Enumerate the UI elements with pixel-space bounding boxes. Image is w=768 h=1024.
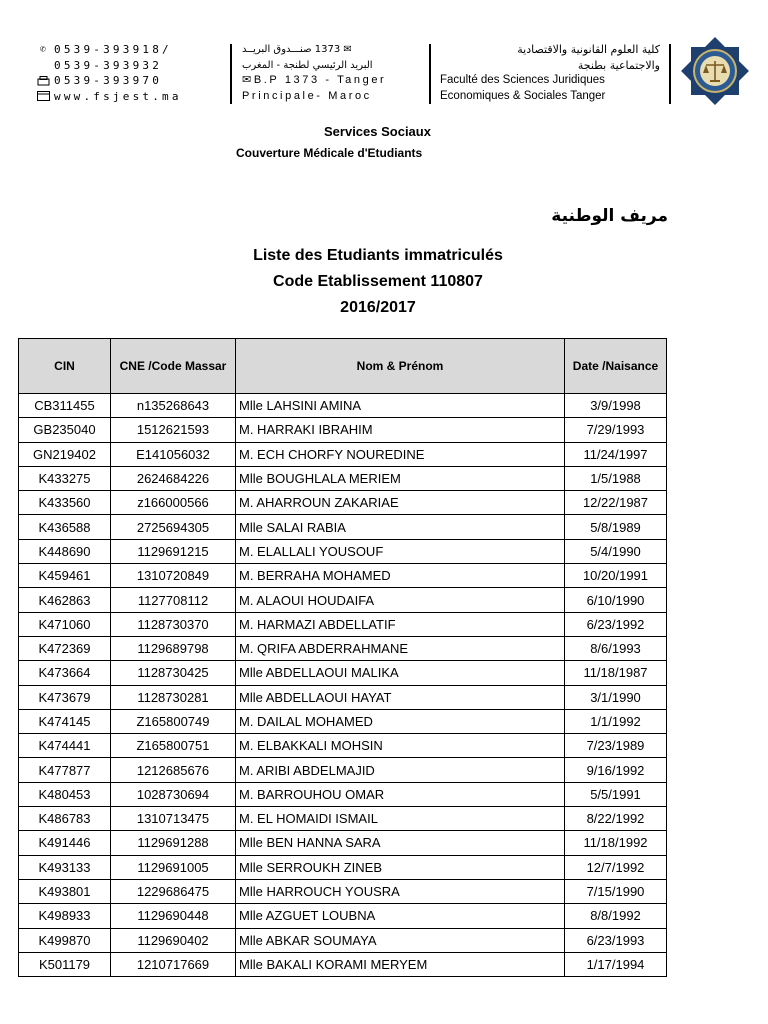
contact-phone-row-2 xyxy=(36,58,226,74)
cell-cin: K459461 xyxy=(19,564,111,588)
letterhead xyxy=(36,40,746,106)
cell-name: Mlle HARROUCH YOUSRA xyxy=(236,879,565,903)
cell-name: M. ELBAKKALI MOHSIN xyxy=(236,734,565,758)
cell-cin: K499870 xyxy=(19,928,111,952)
faculty-name-ar-2: والاجتماعية بطنجة xyxy=(577,58,660,72)
postal-main-ar: البريد الرئيسي لطنجة - المغرب xyxy=(242,59,373,71)
cell-cin: K477877 xyxy=(19,758,111,782)
contact-phone-row xyxy=(36,42,226,58)
cell-birthdate: 8/6/1993 xyxy=(565,636,667,660)
cell-cin: K493133 xyxy=(19,855,111,879)
cell-birthdate: 5/8/1989 xyxy=(565,515,667,539)
cell-cne: 1128730281 xyxy=(111,685,236,709)
services-title: Services Sociaux xyxy=(324,124,431,139)
phone-icon: ✆ xyxy=(39,43,47,55)
cell-birthdate: 6/10/1990 xyxy=(565,588,667,612)
cell-name: M. ALAOUI HOUDAIFA xyxy=(236,588,565,612)
faculty-name-ar-1: كلية العلوم القانونية والاقتصادية xyxy=(517,43,660,56)
cell-birthdate: 10/20/1991 xyxy=(565,564,667,588)
table-row xyxy=(19,636,667,660)
cell-cne: Z165800749 xyxy=(111,709,236,733)
cell-cne: 1310720849 xyxy=(111,564,236,588)
table-row xyxy=(19,758,667,782)
table-row xyxy=(19,831,667,855)
header-divider-1 xyxy=(230,44,232,104)
table-row xyxy=(19,807,667,831)
cell-cne: 1129689798 xyxy=(111,636,236,660)
academic-year: 2016/2017 xyxy=(340,299,416,316)
postal-box-ar: ✉ 1373 صنـــدوق البريــد xyxy=(242,44,352,55)
cell-cne: 1129690448 xyxy=(111,904,236,928)
contact-fax-row xyxy=(36,73,226,89)
cell-cne: 1310713475 xyxy=(111,807,236,831)
cell-cin: K462863 xyxy=(19,588,111,612)
cell-name: M. BARROUHOU OMAR xyxy=(236,782,565,806)
cell-cin: K433275 xyxy=(19,466,111,490)
cell-birthdate: 1/17/1994 xyxy=(565,952,667,976)
cell-birthdate: 12/22/1987 xyxy=(565,491,667,515)
cell-cin: K498933 xyxy=(19,904,111,928)
cell-cne: 2725694305 xyxy=(111,515,236,539)
header-birthdate: Date /Naisance xyxy=(565,339,667,394)
coverage-title: Couverture Médicale d'Etudiants xyxy=(236,146,423,160)
cell-name: Mlle SERROUKH ZINEB xyxy=(236,855,565,879)
table-row xyxy=(19,928,667,952)
cell-name: M. ELALLALI YOUSOUF xyxy=(236,539,565,563)
cell-cin: K480453 xyxy=(19,782,111,806)
cell-cin: K486783 xyxy=(19,807,111,831)
header-divider-2 xyxy=(429,44,431,104)
cell-name: M. HARMAZI ABDELLATIF xyxy=(236,612,565,636)
faculty-name-fr-2: Economiques & Sociales Tanger xyxy=(440,89,606,102)
cell-name: M. ARIBI ABDELMAJID xyxy=(236,758,565,782)
cell-birthdate: 11/24/1997 xyxy=(565,442,667,466)
cell-cin: K473679 xyxy=(19,685,111,709)
cell-cin: K433560 xyxy=(19,491,111,515)
students-table xyxy=(18,338,667,977)
cell-name: Mlle BEN HANNA SARA xyxy=(236,831,565,855)
cell-birthdate: 3/1/1990 xyxy=(565,685,667,709)
table-row xyxy=(19,734,667,758)
cell-name: M. QRIFA ABDERRAHMANE xyxy=(236,636,565,660)
contact-website: www.fsjest.ma xyxy=(54,89,182,103)
cell-cin: K474441 xyxy=(19,734,111,758)
table-row xyxy=(19,879,667,903)
cell-name: M. BERRAHA MOHAMED xyxy=(236,564,565,588)
cell-cne: 1128730425 xyxy=(111,661,236,685)
table-row xyxy=(19,442,667,466)
cell-birthdate: 9/16/1992 xyxy=(565,758,667,782)
cell-name: Mlle ABDELLAOUI HAYAT xyxy=(236,685,565,709)
cell-cin: K448690 xyxy=(19,539,111,563)
contact-web-row xyxy=(36,89,226,105)
cell-cne: E141056032 xyxy=(111,442,236,466)
cell-birthdate: 8/8/1992 xyxy=(565,904,667,928)
web-icon xyxy=(36,91,50,101)
cell-birthdate: 7/29/1993 xyxy=(565,418,667,442)
cell-birthdate: 11/18/1987 xyxy=(565,661,667,685)
cell-cne: 1127708112 xyxy=(111,588,236,612)
cell-cne: n135268643 xyxy=(111,394,236,418)
cell-cin: GB235040 xyxy=(19,418,111,442)
cell-cne: 1210717669 xyxy=(111,952,236,976)
table-row xyxy=(19,709,667,733)
table-row xyxy=(19,952,667,976)
faculty-emblem-icon xyxy=(680,36,750,106)
cell-birthdate: 7/23/1989 xyxy=(565,734,667,758)
contact-fax: 0539-393970 xyxy=(54,74,163,87)
table-row xyxy=(19,855,667,879)
table-row xyxy=(19,466,667,490)
table-row xyxy=(19,685,667,709)
postal-box-fr: ✉B.P 1373 - Tanger xyxy=(242,74,387,86)
cell-cin: K493801 xyxy=(19,879,111,903)
cell-cne: z166000566 xyxy=(111,491,236,515)
header-cin: CIN xyxy=(19,339,111,394)
cell-cin: K501179 xyxy=(19,952,111,976)
cell-name: Mlle SALAI RABIA xyxy=(236,515,565,539)
cell-cne: 1129691005 xyxy=(111,855,236,879)
cell-birthdate: 1/1/1992 xyxy=(565,709,667,733)
establishment-code: Code Etablissement 110807 xyxy=(273,273,483,290)
table-header-row xyxy=(19,339,667,394)
table-row xyxy=(19,491,667,515)
cell-name: M. EL HOMAIDI ISMAIL xyxy=(236,807,565,831)
table-row xyxy=(19,515,667,539)
cell-name: Mlle BAKALI KORAMI MERYEM xyxy=(236,952,565,976)
cell-name: Mlle AZGUET LOUBNA xyxy=(236,904,565,928)
cell-cin: K474145 xyxy=(19,709,111,733)
cell-birthdate: 3/9/1998 xyxy=(565,394,667,418)
cell-cne: Z165800751 xyxy=(111,734,236,758)
contact-phone-1: 0539-393918/ xyxy=(54,43,172,56)
cell-birthdate: 11/18/1992 xyxy=(565,831,667,855)
cell-cne: 1212685676 xyxy=(111,758,236,782)
cell-cin: GN219402 xyxy=(19,442,111,466)
cell-name: M. HARRAKI IBRAHIM xyxy=(236,418,565,442)
cell-cin: K472369 xyxy=(19,636,111,660)
cell-cne: 1129690402 xyxy=(111,928,236,952)
table-row xyxy=(19,564,667,588)
postal-main-fr: Principale- Maroc xyxy=(242,89,372,102)
table-row xyxy=(19,539,667,563)
cell-cne: 2624684226 xyxy=(111,466,236,490)
cell-cne: 1512621593 xyxy=(111,418,236,442)
cell-name: M. DAILAL MOHAMED xyxy=(236,709,565,733)
cell-cne: 1129691288 xyxy=(111,831,236,855)
cell-cin: K436588 xyxy=(19,515,111,539)
cell-name: M. AHARROUN ZAKARIAE xyxy=(236,491,565,515)
cell-birthdate: 6/23/1992 xyxy=(565,612,667,636)
cell-cne: 1229686475 xyxy=(111,879,236,903)
mail-icon: ✉ xyxy=(340,44,352,55)
cell-birthdate: 5/5/1991 xyxy=(565,782,667,806)
cell-name: Mlle ABDELLAOUI MALIKA xyxy=(236,661,565,685)
cell-birthdate: 12/7/1992 xyxy=(565,855,667,879)
cell-name: Mlle LAHSINI AMINA xyxy=(236,394,565,418)
cell-name: Mlle ABKAR SOUMAYA xyxy=(236,928,565,952)
cell-birthdate: 6/23/1993 xyxy=(565,928,667,952)
cell-birthdate: 8/22/1992 xyxy=(565,807,667,831)
table-row xyxy=(19,661,667,685)
table-row xyxy=(19,904,667,928)
table-row xyxy=(19,782,667,806)
table-row xyxy=(19,612,667,636)
cell-cne: 1028730694 xyxy=(111,782,236,806)
cell-cne: 1128730370 xyxy=(111,612,236,636)
list-title: Liste des Etudiants immatriculés xyxy=(253,247,503,264)
cell-cin: K473664 xyxy=(19,661,111,685)
table-row xyxy=(19,588,667,612)
faculty-name-fr-1: Faculté des Sciences Juridiques xyxy=(440,74,605,86)
cell-name: M. ECH CHORFY NOUREDINE xyxy=(236,442,565,466)
mail-icon-2: ✉ xyxy=(242,74,254,86)
contact-phone-2: 0539-393932 xyxy=(54,58,163,72)
cell-cne: 1129691215 xyxy=(111,539,236,563)
arabic-label: مريف الوطنية xyxy=(551,206,668,226)
cell-cin: K491446 xyxy=(19,831,111,855)
table-row xyxy=(19,394,667,418)
cell-cin: K471060 xyxy=(19,612,111,636)
table-row xyxy=(19,418,667,442)
header-name: Nom & Prénom xyxy=(236,339,565,394)
faculty-block xyxy=(440,42,660,104)
postal-block xyxy=(242,42,427,104)
table-body xyxy=(19,394,667,977)
fax-icon xyxy=(36,76,50,86)
header-cne: CNE /Code Massar xyxy=(111,339,236,394)
contact-block xyxy=(36,42,226,104)
cell-birthdate: 5/4/1990 xyxy=(565,539,667,563)
header-divider-3 xyxy=(669,44,671,104)
cell-birthdate: 1/5/1988 xyxy=(565,466,667,490)
cell-name: Mlle BOUGHLALA MERIEM xyxy=(236,466,565,490)
cell-cin: CB311455 xyxy=(19,394,111,418)
cell-birthdate: 7/15/1990 xyxy=(565,879,667,903)
